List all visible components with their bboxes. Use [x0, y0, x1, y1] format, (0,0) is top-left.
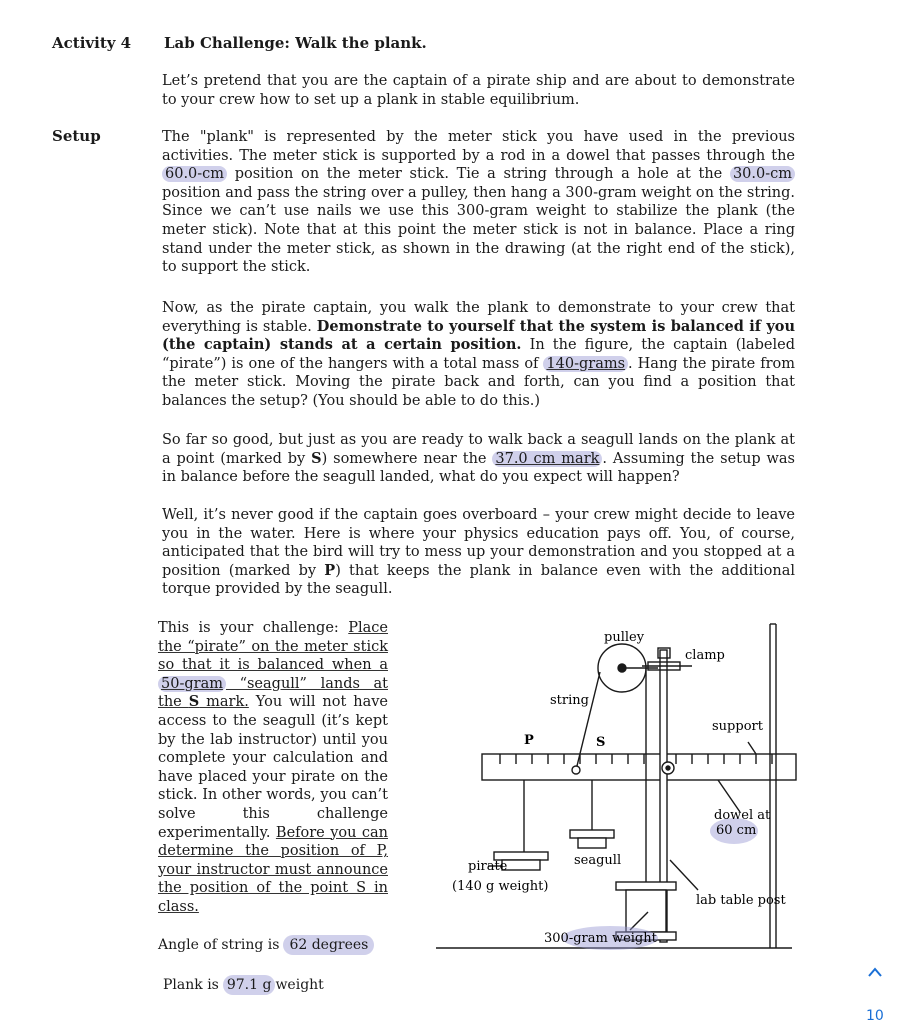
p-mark-label: P — [524, 733, 534, 748]
seagull-text-a: So far so good, but just as you are ready to walk back a seagull lands on the plank at a point (marked by — [162, 432, 795, 467]
activity-title: Lab Challenge: Walk the plank. — [164, 34, 427, 52]
dowel-label-2: 60 cm — [716, 823, 757, 838]
pirate-weight-label: (140 g weight) — [452, 879, 549, 894]
clamp-label: clamp — [685, 648, 725, 663]
setup-label: Setup — [52, 127, 101, 145]
highlight-140g: 140-grams — [543, 356, 628, 372]
overboard-p-mark: P — [324, 561, 336, 579]
meter-stick — [482, 754, 796, 780]
walk-text-a: Now, as the pirate captain, you walk the plank to demonstrate to your crew that everything is stable. — [162, 300, 795, 335]
weight-300g — [616, 882, 676, 890]
plank-figure — [430, 612, 810, 957]
setup-text-c: position and pass the string over a pulley, then hang a 300-gram weight on the string. Since we can’t use nails we use this 300-gram weight to stabilize the plank (the meter stick). Note that at this point the meter stick is not in balance. Place a ring stand under the meter stick, as shown in the drawing (at the right end of the stick), to support the stick. — [162, 184, 795, 276]
challenge-underline-1: Place the “pirate” on the meter stick so that it is balanced when a — [158, 620, 388, 674]
s-mark-label: S — [596, 735, 606, 750]
string-label: string — [550, 693, 589, 708]
challenge-s-mark: S — [188, 693, 200, 711]
highlight-30cm: 30.0-cm — [730, 166, 795, 182]
overboard-paragraph — [162, 506, 795, 599]
plank-value: 97.1 g — [223, 975, 276, 995]
lab-table-post-label: lab table post — [696, 893, 786, 908]
challenge-text-a: This is your challenge: — [158, 620, 349, 636]
seagull-paragraph — [162, 431, 795, 487]
weight-300g-label: 300-gram weight — [544, 931, 657, 946]
seagull-label: seagull — [574, 853, 622, 868]
setup-text-a: The "plank" is represented by the meter stick you have used in the previous activities. The meter stick is supported by a rod in a dowel that passes through the — [162, 129, 795, 164]
overboard-text-a: Well, it’s never good if the captain goes overboard – your crew might decide to leave you in the water. Here is where your physics education pays off. You, of course, anticipated that the bird will try to mess up your demonstration and you stopped at a position (marked by — [162, 507, 795, 579]
highlight-60cm: 60.0-cm — [162, 166, 227, 182]
walk-text-c: . Hang the pirate from the meter stick. Moving the pirate back and forth, can you find a position that balances the setup? (You should be able to do this.) — [162, 355, 795, 409]
seagull-text-b: ) somewhere near the — [321, 450, 493, 467]
challenge-underline-3: mark. — [199, 694, 249, 711]
plank-answer — [163, 977, 324, 993]
intro-paragraph: Let’s pretend that you are the captain of a pirate ship and are about to demonstrate to your crew how to set up a plank in stable equilibrium. — [162, 73, 795, 108]
overboard-text-b: ) that keeps the plank in balance even with the additional torque provided by the seagull. — [162, 562, 795, 598]
challenge-text-b: You will not have access to the seagull (it’s kept by the lab instructor) until you complete your calculation and have placed your pirate on the stick. In other words, you can’t solve this challenge experimentally. — [158, 694, 388, 841]
seagull-s-mark: S — [311, 449, 322, 467]
plank-label: Plank is — [163, 977, 219, 993]
seagull-text-c: . Assuming the setup was in balance before the seagull landed, what do you expect will happen? — [162, 450, 795, 486]
challenge-underline-4: Before you can determine the position of P, your instructor must announce the position of the point S in class. — [158, 824, 388, 915]
activity-label: Activity 4 — [52, 34, 132, 52]
setup-text-b: position on the meter stick. Tie a string through a hole at the — [227, 166, 730, 183]
walk-text-b: In the figure, the captain (labeled “pirate”) is one of the hangers with a total mass of — [162, 337, 795, 372]
setup-paragraph — [162, 128, 795, 277]
seagull-hanger — [570, 830, 614, 838]
highlight-37cm: 37.0 cm mark — [492, 451, 602, 467]
support-label: support — [712, 719, 763, 734]
highlight-50g: 50-gram — [158, 676, 226, 692]
dowel-label-1: dowel at — [714, 808, 771, 823]
walk-bold-instruction: Demonstrate to yourself that the system is balanced if you (the captain) stands at a certain position. — [162, 317, 795, 354]
pulley-label: pulley — [604, 630, 645, 645]
chevron-up-icon — [866, 965, 884, 979]
challenge-underline-2: “seagull” lands at the — [158, 675, 388, 711]
pirate-label: pirate — [468, 859, 508, 874]
angle-label: Angle of string is — [158, 937, 280, 953]
plank-suffix: weight — [275, 977, 324, 993]
challenge-paragraph — [158, 619, 388, 917]
angle-value: 62 degrees — [283, 935, 374, 955]
page-number: 10 — [866, 1008, 884, 1024]
walk-paragraph — [162, 299, 795, 411]
angle-answer — [158, 937, 374, 953]
scroll-up-button[interactable] — [866, 964, 884, 983]
